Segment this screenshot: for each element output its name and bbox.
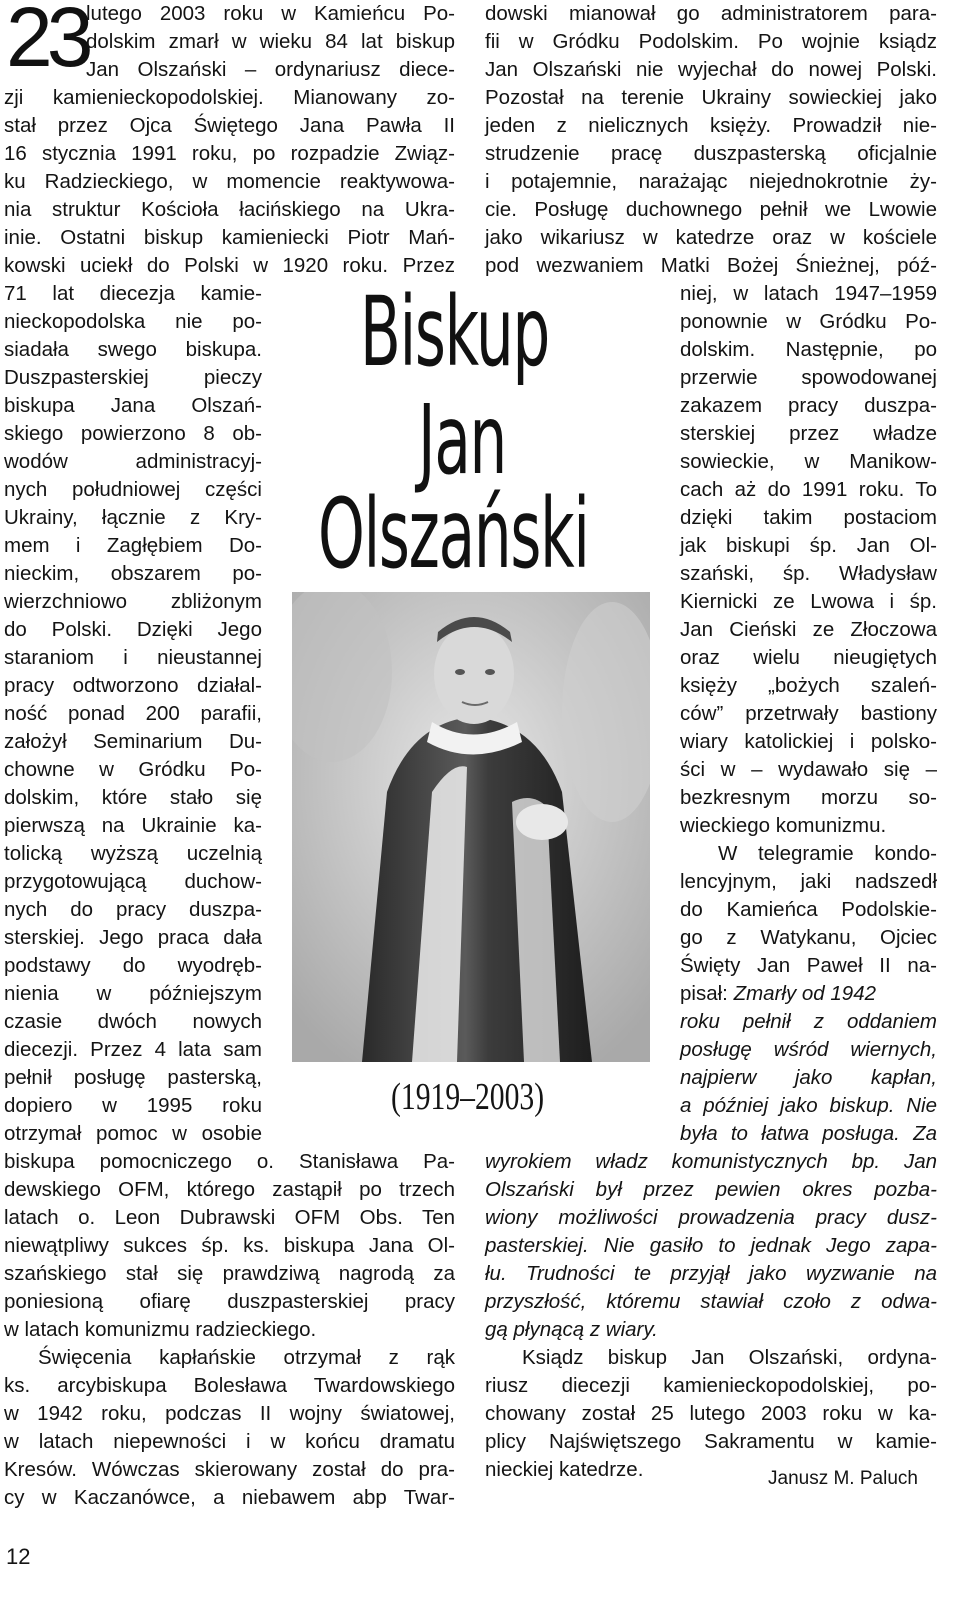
quote-line: gą płynącą z wiary. [485,1318,658,1341]
article-title-line-1: Biskup [360,276,550,388]
text-line: szański, śp. Władysław [680,562,937,585]
text-line: lencyjnym, jaki nadszedł [680,870,937,893]
text-line: zakazem pracy duszpa- [680,394,937,417]
quote-line: roku pełnił z oddaniem [680,1010,937,1033]
text-line: 16 stycznia 1991 roku, po rozpadzie Związ- [4,142,455,165]
article-title-line-2: Jan [418,384,507,496]
text-line: sterskiej przez władze [680,422,937,445]
text-line: Święty Jan Paweł II na- [680,954,937,977]
text-line: otrzymał pomoc w osobie [4,1122,262,1145]
text-line: szańskiego stał się prawdziwą nagrodą za [4,1262,455,1285]
quote-line: posługę wśród wiernych, [680,1038,937,1061]
article-title-line-3: Olszański [318,478,589,590]
text-line: Święcenia kapłańskie otrzymał z rąk [38,1346,455,1369]
text-line: podstawy do wyodręb- [4,954,262,977]
bishop-portrait-photo [292,592,650,1062]
text-line: dzięki takim postaciom [680,506,937,529]
text-line: dowski mianował go administratorem para- [485,2,937,25]
text-line: w latach niepewności i w końcu dramatu [4,1430,455,1453]
text-line: nieckiej katedrze. [485,1458,644,1481]
quote-line: Olszański był przez pewien okres pozba- [485,1178,937,1201]
text-line: Ksiądz biskup Jan Olszański, ordyna- [522,1346,937,1369]
text-line: ponownie w Gródku Po- [680,310,937,333]
text-line: chowany został 25 lutego 2003 roku w ka- [485,1402,937,1425]
text-line: Jan Olszański nie wyjechał do nowej Polski. [485,58,937,81]
text-line: i potajemnie, narażając niejednokrotnie ży- [485,170,937,193]
quote-line: przyszłość, któremu stawiał czoło z odwa- [485,1290,937,1313]
text-line: bezkresnym morzu so- [680,786,937,809]
quote-line: wiony możliwości prowadzenia pracy dusz- [485,1206,937,1229]
text-line: fii w Gródku Podolskim. Po wojnie ksiądz [485,30,937,53]
text-line: riusz diecezji kamienieckopodolskiej, po- [485,1374,937,1397]
text-line: cach aż do 1991 roku. To [680,478,937,501]
text-line: cy w Kaczanówce, a niebawem abp Twar- [4,1486,455,1509]
page-number: 12 [6,1544,31,1569]
text-line: biskupa Jana Olszań- [4,394,262,417]
text-line: wodów administracyj- [4,450,262,473]
quote-line: łu. Trudności te przyjął jako wyzwanie na [485,1262,937,1285]
text-line: Duszpasterskiej pieczy [4,366,262,389]
text-line: strudzenie pracę duszpasterską oficjalnie [485,142,937,165]
text-line: dolskim. Następnie, po [680,338,937,361]
text-line: wieckiego komunizmu. [680,814,887,837]
text-line: dopiero w 1995 roku [4,1094,262,1117]
text-line: Jan Olszański – ordynariusz diece- [86,58,455,81]
text-line: niej, w latach 1947–1959 [680,282,937,305]
text-line: Kiernicki ze Lwowa i śp. [680,590,937,613]
text-line: założył Seminarium Du- [4,730,262,753]
text-line: nienia w późniejszym [4,982,262,1005]
text-line: jako wikariusz w katedrze oraz w kościele [485,226,937,249]
text-line: dolskim zmarł w wieku 84 lat biskup [86,30,455,53]
quote-line: wyrokiem władz komunistycznych bp. Jan [485,1150,937,1173]
text-line: cie. Posługę duchownego pełnił we Lwowie [485,198,937,221]
text-line: plicy Najświętszego Sakramentu w kamie- [485,1430,937,1453]
quote-run: Zmarły od 1942 [733,982,876,1005]
text-line: pod wezwaniem Matki Bożej Śnieżnej, póź- [485,254,937,277]
text-line: diecezji. Przez 4 lata sam [4,1038,262,1061]
author-signature: Janusz M. Paluch [768,1468,918,1489]
text-line: ców” przetrwały bastiony [680,702,937,725]
text-line: Ukrainy, łącznie z Kry- [4,506,262,529]
text-line: do Polski. Dzięki Jego [4,618,262,641]
text-line: sterskiej. Jego praca dała [4,926,262,949]
text-line: zji kamienieckopodolskiej. Mianowany zo- [4,86,455,109]
text-line: latach o. Leon Dubrawski OFM Obs. Ten [4,1206,455,1229]
text-line: pracy odtworzono działal- [4,674,262,697]
text-line: sowieckie, w Manikow- [680,450,937,473]
text-line: W telegramie kondo- [718,842,937,865]
text-line: kowski uciekł do Polski w 1920 roku. Przez [4,254,455,277]
text-line: dolskim, które stało się [4,786,262,809]
text-line: siadała swego biskupa. [4,338,262,361]
text-line: Kresów. Wówczas skierowany został do pra- [4,1458,455,1481]
text-line: oraz wielu nieugiętych [680,646,937,669]
life-years: (1919–2003) [391,1076,545,1118]
text-line: inie. Ostatni biskup kamieniecki Piotr Mań- [4,226,455,249]
text-line: nieckim, obszarem po- [4,562,262,585]
text-line: księży „bożych szaleń- [680,674,937,697]
text-line: pełnił posługę pasterską, [4,1066,262,1089]
text-line: go z Watykanu, Ojciec [680,926,937,949]
text-line: nia struktur Kościoła łacińskiego na Ukra- [4,198,455,221]
text-line: przygotowującą duchow- [4,870,262,893]
text-line: ność ponad 200 parafii, [4,702,262,725]
quote-line: była to łatwa posługa. Za [680,1122,937,1145]
text-line: chowne w Gródku Po- [4,758,262,781]
text-line: Pozostał na terenie Ukrainy sowieckiej jako [485,86,937,109]
text-line: poniesioną ofiarę duszpasterskiej pracy [4,1290,455,1313]
text-line: ku Radzieckiego, w momencie reaktywowa- [4,170,455,193]
text-line: 71 lat diecezja kamie- [4,282,262,305]
text-line: biskupa pomocniczego o. Stanisława Pa- [4,1150,455,1173]
text-line: niewątpliwy sukces śp. ks. biskupa Jana Ol- [4,1234,455,1257]
text-line: w latach komunizmu radzieckiego. [4,1318,317,1341]
drop-cap: 23 [6,0,88,84]
text-line: do Kamieńca Podolskie- [680,898,937,921]
quote-line: a później jako biskup. Nie [680,1094,937,1117]
text-line: wierzchniowo zbliżonym [4,590,262,613]
text-line: wiary katolickiej i polsko- [680,730,937,753]
text-run: pisał: [680,982,734,1005]
text-line: nych południowej części [4,478,262,501]
text-line: tolicką wyższą uczelnią [4,842,262,865]
text-line: nieckopodolska nie po- [4,310,262,333]
text-line: ści w – wydawało się – [680,758,937,781]
quote-line: najpierw jako kapłan, [680,1066,937,1089]
text-line: przerwie spowodowanej [680,366,937,389]
text-line: czasie dwóch nowych [4,1010,262,1033]
text-line: jeden z nielicznych księży. Prowadził nie- [485,114,937,137]
text-line: nych do pracy duszpa- [4,898,262,921]
text-line: mem i Zagłębiem Do- [4,534,262,557]
text-line: Jan Cieński ze Złoczowa [680,618,937,641]
text-line: jak biskupi śp. Jan Ol- [680,534,937,557]
text-line: ks. arcybiskupa Bolesława Twardowskiego [4,1374,455,1397]
quote-line: pasterskiej. Nie gasiło to jednak Jego zapa- [485,1234,937,1257]
text-line: w 1942 roku, podczas II wojny światowej, [4,1402,455,1425]
text-line: skiego powierzono 8 ob- [4,422,262,445]
text-line: stał przez Ojca Świętego Jana Pawła II [4,114,455,137]
text-line: staraniom i nieustannej [4,646,262,669]
text-line: lutego 2003 roku w Kamieńcu Po- [86,2,455,25]
text-line: pierwszą na Ukrainie ka- [4,814,262,837]
text-line-mixed [680,980,876,1008]
text-line: dewskiego OFM, którego zastąpił po trzech [4,1178,455,1201]
